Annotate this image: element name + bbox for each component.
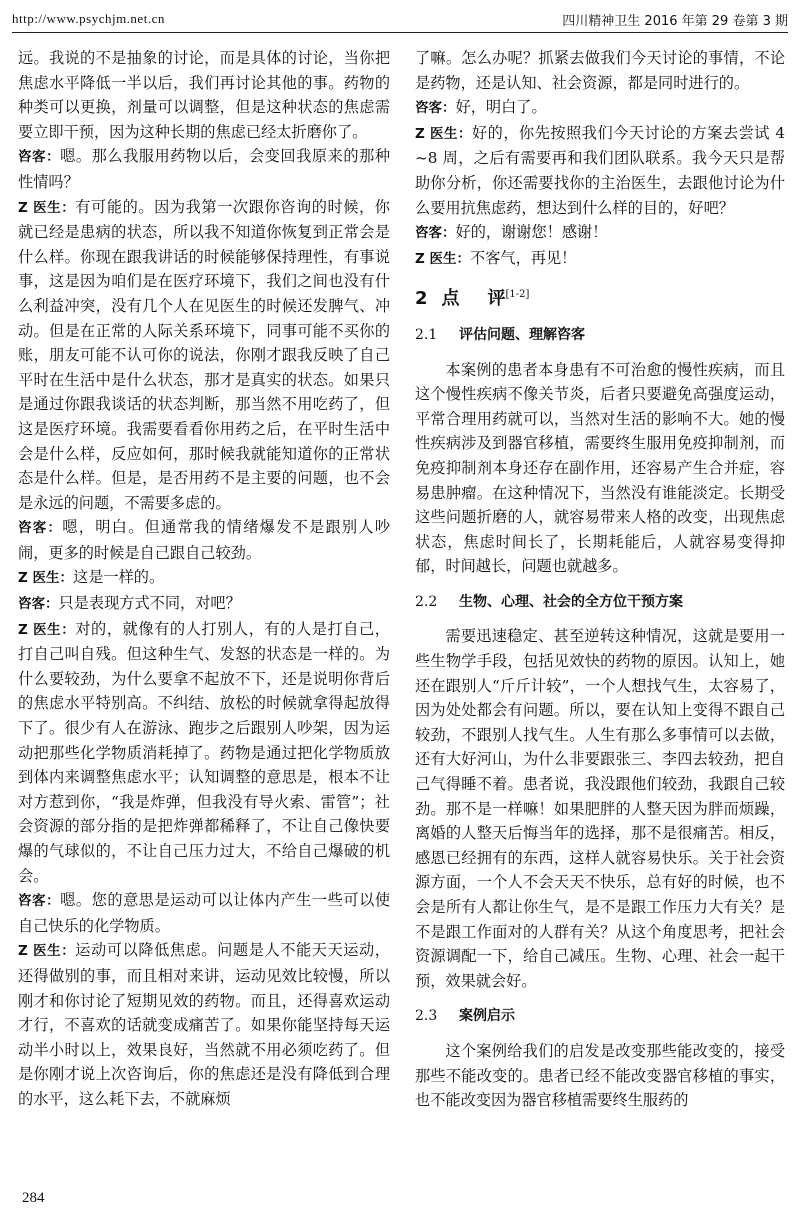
dialogue-line (18, 888, 390, 938)
left-column (18, 46, 390, 1112)
dialogue-text: 嗯。您的意思是运动可以让体内产生一些可以使自己快乐的化学物质。 (18, 891, 391, 935)
dialogue-line (18, 565, 390, 591)
speaker-label: 咨客： (415, 225, 456, 242)
subsection-title: 案例启示 (459, 1008, 515, 1025)
dialogue-text: 不客气，再见！ (470, 248, 577, 267)
subsection-title: 评估问题、理解咨客 (459, 326, 585, 343)
speaker-label: 咨客： (415, 100, 456, 117)
journal-url[interactable]: http://www.psychjm.net.cn (12, 11, 165, 26)
dialogue-text: 这是一样的。 (73, 568, 165, 587)
dialogue-line (415, 121, 785, 220)
dialogue-text: 对的，就像有的人打别人，有的人是打自己，打自己叫自残。但这种生气、发怒的状态是一样的。为什么要较劲，为什么要拿不起放不下，还是说明你背后的焦虑水平特别高。不纠结、放松的时候就拿得起放得下了。很少有人在游泳、跑步之后跟别人吵架，因为运动把那些化学物质消耗掉了。药物是通过把化学物质放到体内来调整焦虑水平；认知调整的意思是，根本不让对方惹到你，“我是炸弹，但我没有导火索、雷管”；社会资源的部分指的是把炸弹都稀释了，不让自己像快要爆的气球似的，不让自己压力过大，不给自己爆破的机会。 (18, 619, 390, 885)
subsection-number: 2.3 (415, 1008, 438, 1025)
speaker-label: Z 医生： (415, 250, 470, 267)
subsection-heading (415, 1004, 785, 1029)
subsection-number: 2.1 (415, 326, 438, 343)
speaker-label: 咨客： (18, 893, 61, 910)
speaker-label: 咨客： (18, 520, 63, 537)
subsection-number: 2.2 (415, 593, 438, 610)
section-title-part: 评 (487, 288, 506, 310)
dialogue-text: 只是表现方式不同，对吧？ (58, 594, 241, 613)
citation-ref[interactable]: [1-2] (505, 289, 530, 301)
dialogue-line (18, 591, 390, 617)
section-heading (415, 283, 785, 312)
dialogue-text: 运动可以降低焦虑。问题是人不能天天运动，还得做别的事，而且相对来讲，运动见效比较慢，所以刚才和你讨论了短期见效的药物。而且，还得喜欢运动才行，不喜欢的话就变成痛苦了。如果你能坚持每天运动半小时以上，效果良好，当然就不用必须吃药了。但是你刚才说上次咨询后，你的焦虑还是没有降低到合理的水平，这么耗下去，不就麻烦 (18, 941, 390, 1108)
dialogue-text: 好，明白了。 (455, 98, 547, 117)
speaker-label: 咨客： (18, 596, 59, 613)
dialogue-line (18, 617, 390, 889)
running-header (12, 6, 788, 33)
section-number: 2 (415, 288, 428, 310)
speaker-label: Z 医生： (18, 570, 73, 587)
dialogue-line (18, 144, 390, 194)
dialogue-text: 好的，你先按照我们今天讨论的方案去尝试 4 ~8 周，之后有需要再和我们团队联系。我今天只是帮助你分析，你还需要找你的主治医生，去跟他讨论为什么要用抗焦虑药，想达到什么样的目的，好吧？ (415, 123, 785, 217)
dialogue-line (18, 195, 390, 516)
paragraph: 需要迅速稳定、甚至逆转这种情况，这就是要用一些生物学手段，包括见效快的药物的原因。认知上，她还在跟别人“斤斤计较”，一个人想找气生，太容易了，因为处处都会有问题。所以，要在认知上变得不跟自己较劲，不跟别人找气生。人生有那么多事情可以去做，还有大好河山，为什么非要跟张三、李四去较劲，把自己气得睡不着。患者说，我没跟他们较劲，我跟自己较劲。那不是一样嘛！如果肥胖的人整天因为胖而烦躁，离婚的人整天后悔当年的选择，那不是很痛苦。相反，感恩已经拥有的东西，这样人就容易快乐。关于社会资源方面，一个人不会天天不快乐，总有好的时候，也不会是所有人都让你生气，是不是跟工作压力大有关？是不是跟工作面对的人群有关？从这个角度思考，把社会资源调配一下，给自己减压。生物、心理、社会一起干预，效果就会好。 (415, 627, 785, 990)
speaker-label: Z 医生： (415, 125, 472, 142)
speaker-label: Z 医生： (18, 943, 76, 960)
dialogue-line (415, 246, 785, 272)
dialogue-text: 嗯。那么我服用药物以后，会变回我原来的那种性情吗？ (18, 147, 391, 191)
subsection-heading (415, 323, 785, 348)
subsection-title: 生物、心理、社会的全方位干预方案 (459, 593, 683, 610)
dialogue-line (18, 515, 390, 565)
paragraph: 这个案例给我们的启发是改变那些能改变的，接受那些不能改变的。患者已经不能改变器官移植的事实，也不能改变因为器官移植需要终生服药的 (415, 1041, 785, 1110)
dialogue-line (415, 220, 785, 246)
journal-issue: 四川精神卫生 2016 年第 29 卷第 3 期 (562, 13, 788, 29)
dialogue-text: 有可能的。因为我第一次跟你咨询的时候，你就已经是患病的状态，所以我不知道你恢复到正常会是什么样。你现在跟我讲话的时候能够保持理性，有事说事，这是因为咱们是在医疗环境下，我们之间也没有什么利益冲突，没有几个人在见医生的时候还发脾气、冲动。但是在正常的人际关系环境下，同事可能不买你的账，朋友可能不认可你的说法，你刚才跟我反映了自己平时在生活中是什么状态，那才是真实的状态。如果只是通过你跟我谈话的状态判断，那当然不用吃药了，但这是医疗环境。我需要看看你用药之后，在平时生活中会是什么样，反应如何，那时候我就能知道你的正常状态是什么样。但是，是否用药不是主要的问题，也不会是永远的问题，不需要多虑的。 (18, 197, 390, 512)
dialogue-line (415, 95, 785, 121)
page-number: 284 (22, 1190, 45, 1206)
dialogue-text: 好的，谢谢您！感谢！ (455, 223, 608, 242)
speaker-label: Z 医生： (18, 621, 76, 638)
dialogue-text: 嗯，明白。但通常我的情绪爆发不是跟别人吵闹，更多的时候是自己跟自己较劲。 (18, 518, 391, 562)
subsection-heading (415, 590, 785, 615)
speaker-label: Z 医生： (18, 199, 76, 216)
speaker-label: 咨客： (18, 149, 61, 166)
paragraph: 远。我说的不是抽象的讨论，而是具体的讨论，当你把焦虑水平降低一半以后，我们再讨论其他的事。药物的种类可以更换，剂量可以调整，但是这种状态的焦虑需要立即干预，因为这种长期的焦虑已经太折磨你了。 (18, 49, 390, 141)
paragraph: 本案例的患者本身患有不可治愈的慢性疾病，而且这个慢性疾病不像关节炎，后者只要避免高强度运动，平常合理用药就可以，当然对生活的影响不大。她的慢性疾病涉及到器官移植，需要终生服用免疫抑制剂，而免疫抑制剂本身还存在副作用，还容易产生合并症，容易患肿瘤。在这种情况下，当然没有谁能淡定。长期受这些问题折磨的人，就容易带来人格的改变，出现焦虑状态，焦虑时间长了，长期耗能后，人就容易变得抑郁，时间越长，问题也就越多。 (415, 360, 785, 576)
dialogue-line (18, 938, 390, 1111)
paragraph: 了嘛。怎么办呢？抓紧去做我们今天讨论的事情，不论是药物，还是认知、社会资源，都是同时进行的。 (415, 49, 785, 92)
section-title-part: 点 (441, 288, 460, 310)
right-column (415, 46, 785, 1113)
